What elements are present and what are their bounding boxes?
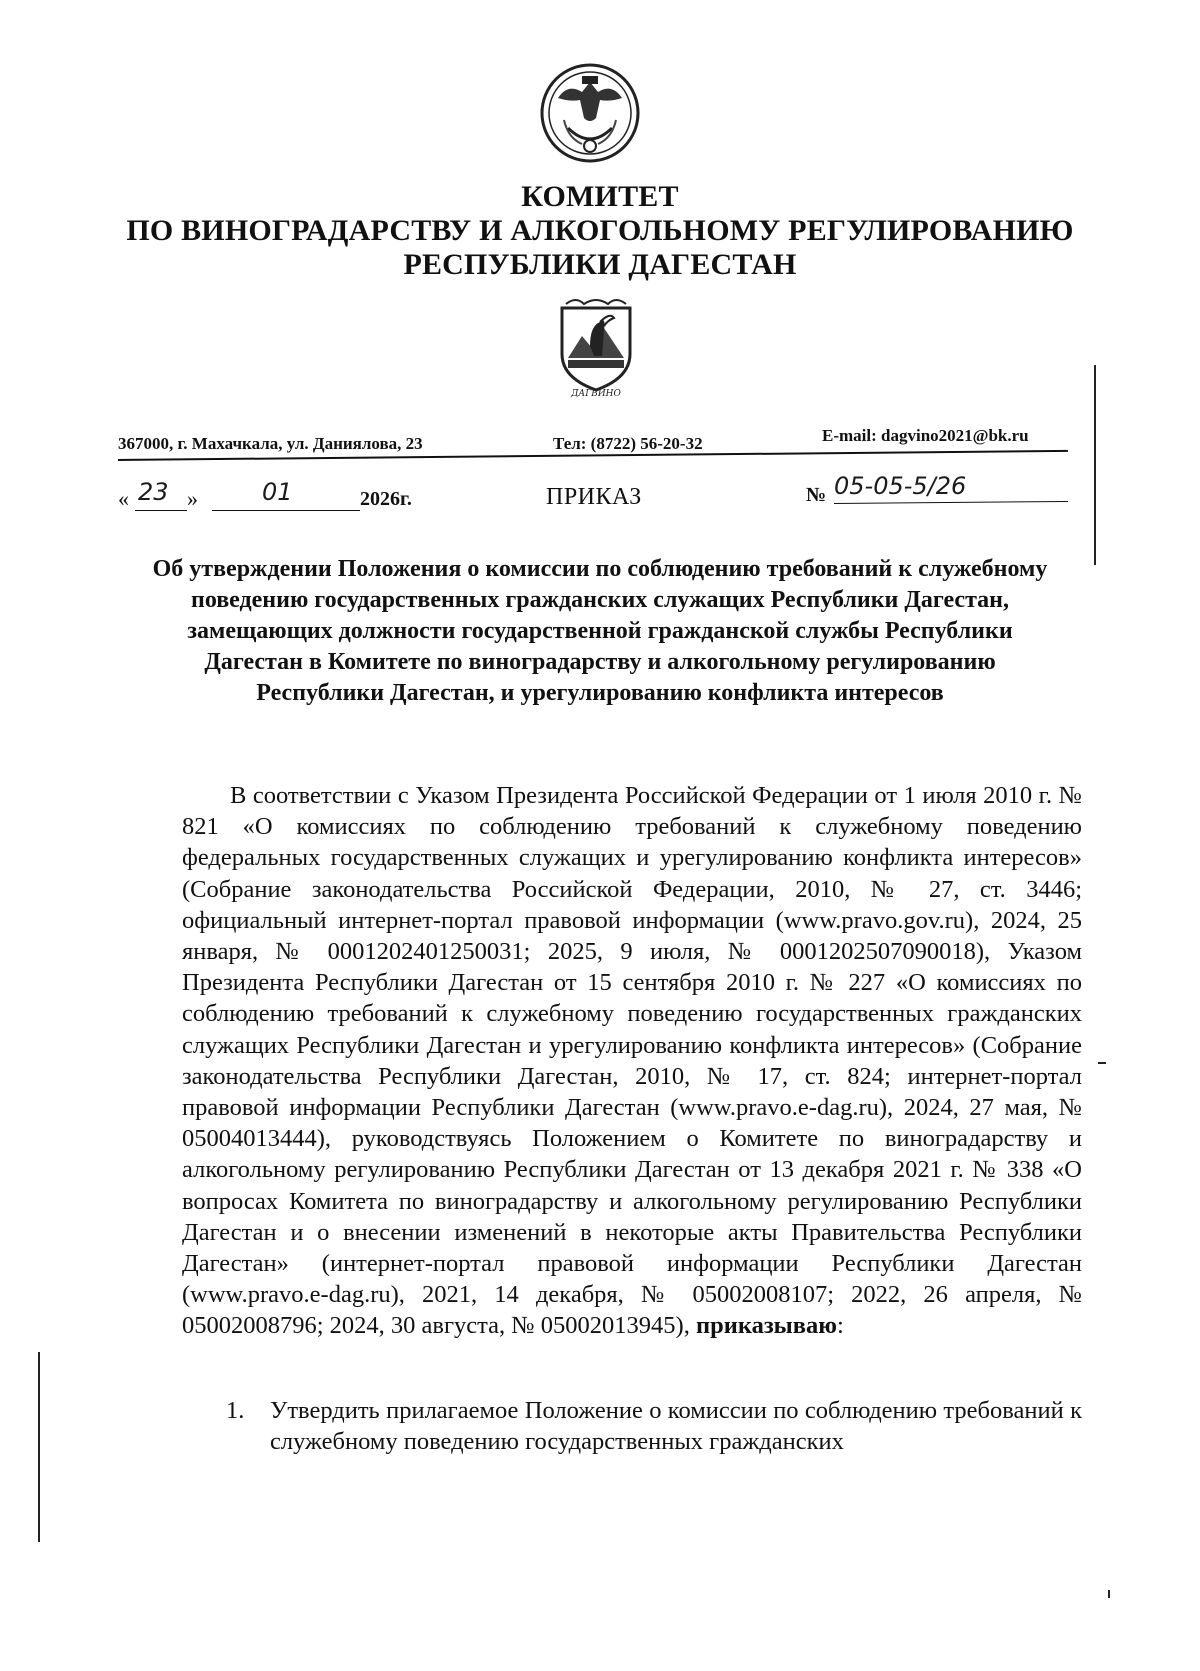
order-month: 01 xyxy=(262,478,293,506)
order-year: 2026г. xyxy=(360,488,412,510)
scan-margin-mark xyxy=(1098,1062,1106,1064)
list-item-number: 1. xyxy=(226,1397,245,1424)
dagvino-emblem-icon xyxy=(554,296,638,398)
day-underline xyxy=(135,510,187,511)
address: 367000, г. Махачкала, ул. Даниялова, 23 xyxy=(118,434,423,453)
org-title-line-2: ПО ВИНОГРАДАРСТВУ И АЛКОГОЛЬНОМУ РЕГУЛИРОВАНИЮ xyxy=(126,214,1074,247)
command-colon: : xyxy=(837,1312,844,1340)
preamble-text: В соответствии с Указом Президента Российской Федерации от 1 июля 2010 г. № 821 «О комиссиях по соблюдению требований к служебному поведению федеральных государственных служащих и урегулированию конфликта интересов» (Собрание законодательства Российской Федерации, 2010, № 27, ст. 3446; официальный интернет-портал правовой информации (www.pravo.gov.ru), 2024, 25 января, № 0001202401250031; 2025, 9 июля, № 0001202507090018), Указом Президента Республики Дагестан от 15 сентября 2010 г. № 227 «О комиссиях по соблюдению требований к служебному поведению государственных гражданских служащих Республики Дагестан и урегулированию конфликта интересов» (Собрание законодательства Республики Дагестан, 2010, № 17, ст. 824; интернет-портал правовой информации Республики Дагестан (www.pravo.e-dag.ru), 2024, 27 мая, № 05004013444), руководствуясь Положением о Комитете по виноградарству и алкогольному регулированию Республики Дагестан от 13 декабря 2021 г. № 338 «О вопросах Комитета по виноградарству и алкогольному регулированию Республики Дагестан и о внесении изменений в некоторые акты Правительства Республики Дагестан» (интернет-портал правовой информации Республики Дагестан (www.pravo.e-dag.ru), 2021, 14 декабря, № 05002008107; 2022, 26 апреля, № 05002008796; 2024, 30 августа, № 05002013945), xyxy=(182,782,1082,1340)
date-quote-open: « xyxy=(118,486,129,511)
order-number-sign: № xyxy=(806,484,827,506)
order-subject: Об утверждении Положения о комиссии по соблюдению требований к служебному поведению государственных гражданских служащих Республики Дагестан, замещающих должности государственной гражданской службы Республики Дагестан в Комитете по виноградарству и алкогольному регулированию Республики Дагестан, и урегулированию конфликта интересов xyxy=(152,556,1048,706)
phone: Тел: (8722) 56-20-32 xyxy=(553,434,703,453)
org-title-line-1: КОМИТЕТ xyxy=(521,180,679,213)
scan-margin-mark xyxy=(1108,1590,1110,1598)
list-item-text: Утвердить прилагаемое Положение о комиссии по соблюдению требований к служебному поведению государственных гражданских xyxy=(270,1397,1082,1456)
order-day: 23 xyxy=(138,478,169,506)
preamble-paragraph xyxy=(182,780,1082,1342)
list-item xyxy=(226,1395,1082,1457)
org-title-line-3: РЕСПУБЛИКИ ДАГЕСТАН xyxy=(403,248,797,281)
command-word: приказываю xyxy=(695,1312,837,1340)
date-quote-close: » xyxy=(187,486,198,511)
scan-margin-line xyxy=(38,1352,40,1542)
order-title: ПРИКАЗ xyxy=(546,484,642,510)
number-underline xyxy=(834,501,1068,504)
month-underline xyxy=(212,510,360,511)
email: E-mail: dagvino2021@bk.ru xyxy=(822,426,1029,445)
order-number: 05-05-5/26 xyxy=(834,472,967,500)
coat-of-arms-icon xyxy=(538,58,642,168)
scan-margin-line xyxy=(1094,365,1096,565)
emblem-caption: ДАГВИНО xyxy=(571,389,621,398)
